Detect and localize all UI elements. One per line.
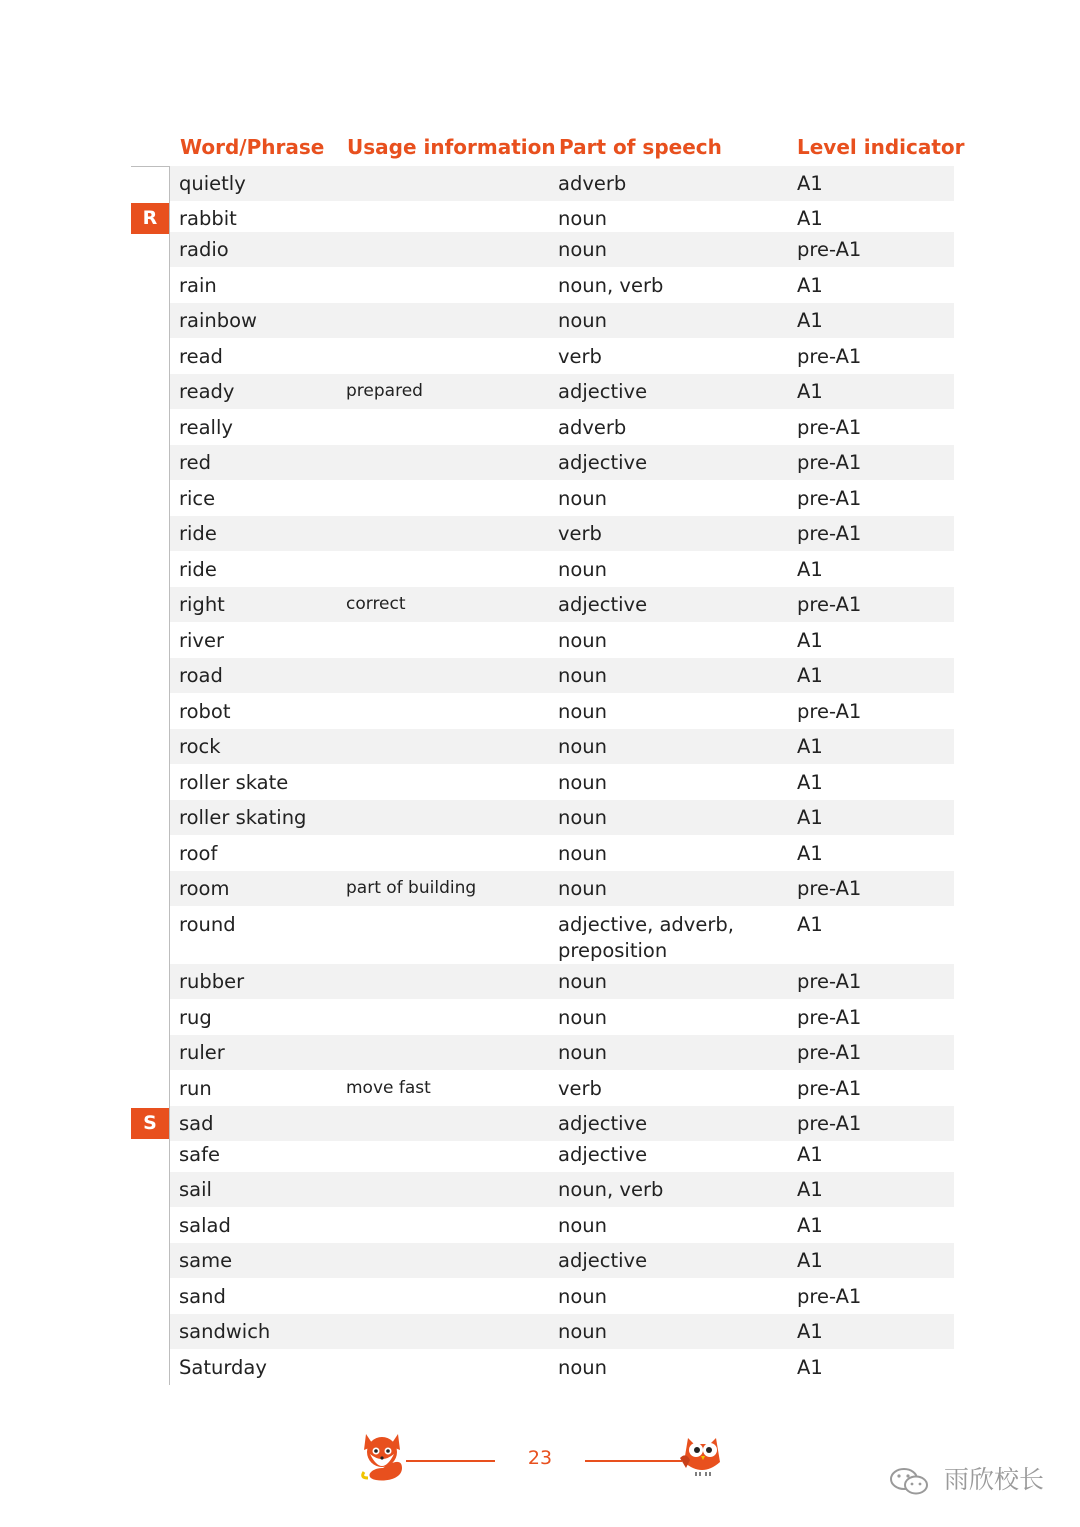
pos-cell: noun xyxy=(558,1356,608,1379)
word-cell: road xyxy=(179,664,223,687)
level-cell: pre-A1 xyxy=(797,1285,862,1308)
pos-cell: noun xyxy=(558,1320,608,1343)
word-cell: Saturday xyxy=(179,1356,267,1379)
pos-cell: noun xyxy=(558,558,608,581)
level-cell: A1 xyxy=(797,1249,823,1272)
header-word: Word/Phrase xyxy=(180,135,325,159)
pos-cell: noun xyxy=(558,1041,608,1064)
word-cell: ride xyxy=(179,522,217,545)
table-row xyxy=(170,1000,954,1035)
pos-cell: adjective, adverb, xyxy=(558,913,734,936)
word-cell: rubber xyxy=(179,970,245,993)
table-header xyxy=(131,133,965,167)
level-cell: A1 xyxy=(797,558,823,581)
table-row xyxy=(170,1035,954,1070)
level-cell: pre-A1 xyxy=(797,1112,862,1135)
level-cell: pre-A1 xyxy=(797,416,862,439)
pos-cell: verb xyxy=(558,1077,602,1100)
pos-cell: noun xyxy=(558,806,608,829)
footer-rule-right xyxy=(585,1460,682,1462)
pos-cell: adjective xyxy=(558,1143,648,1166)
table-row xyxy=(170,658,954,693)
pos-cell: noun xyxy=(558,1006,608,1029)
pos-cell: noun, verb xyxy=(558,1178,664,1201)
level-cell: A1 xyxy=(797,274,823,297)
word-cell: red xyxy=(179,451,211,474)
table-row xyxy=(170,1350,954,1385)
word-cell: round xyxy=(179,913,236,936)
pos-cell: noun xyxy=(558,1214,608,1237)
word-cell: read xyxy=(179,345,223,368)
pos-cell: noun xyxy=(558,877,608,900)
pos-cell: verb xyxy=(558,522,602,545)
level-cell: pre-A1 xyxy=(797,238,862,261)
pos-cell: noun xyxy=(558,735,608,758)
word-cell: rug xyxy=(179,1006,212,1029)
word-cell: rice xyxy=(179,487,216,510)
table-row xyxy=(170,516,954,551)
word-cell: rabbit xyxy=(179,207,237,230)
pos-cell: noun xyxy=(558,771,608,794)
level-cell: A1 xyxy=(797,806,823,829)
table-row xyxy=(170,232,954,267)
word-cell: ready xyxy=(179,380,235,403)
word-cell: safe xyxy=(179,1143,220,1166)
table-row xyxy=(170,587,954,622)
header-level: Level indicator xyxy=(797,135,965,159)
fox-mascot-icon xyxy=(358,1428,408,1482)
level-cell: A1 xyxy=(797,771,823,794)
level-cell: pre-A1 xyxy=(797,1041,862,1064)
pos-cell: noun xyxy=(558,842,608,865)
pos-cell-continued: preposition xyxy=(558,939,668,962)
table-row xyxy=(170,201,954,236)
level-cell: A1 xyxy=(797,172,823,195)
word-cell: rain xyxy=(179,274,217,297)
table-row xyxy=(170,729,954,764)
level-cell: pre-A1 xyxy=(797,700,862,723)
level-cell: A1 xyxy=(797,380,823,403)
table-row xyxy=(170,836,954,871)
pos-cell: adjective xyxy=(558,593,648,616)
table-row xyxy=(170,800,954,835)
pos-cell: adjective xyxy=(558,1249,648,1272)
section-letter-r: R xyxy=(131,203,169,234)
level-cell: A1 xyxy=(797,207,823,230)
level-cell: pre-A1 xyxy=(797,487,862,510)
word-cell: ruler xyxy=(179,1041,225,1064)
table-row xyxy=(170,481,954,516)
pos-cell: verb xyxy=(558,345,602,368)
table-row xyxy=(170,445,954,480)
watermark xyxy=(888,1460,1044,1500)
table-row xyxy=(170,1279,954,1314)
owl-mascot-icon xyxy=(676,1428,728,1478)
level-cell: A1 xyxy=(797,309,823,332)
word-cell: same xyxy=(179,1249,233,1272)
level-cell: A1 xyxy=(797,735,823,758)
level-cell: pre-A1 xyxy=(797,593,862,616)
word-cell: robot xyxy=(179,700,231,723)
table-row xyxy=(170,694,954,729)
word-cell: roller skate xyxy=(179,771,289,794)
table-row xyxy=(170,1243,954,1278)
table-row xyxy=(170,1208,954,1243)
level-cell: A1 xyxy=(797,1320,823,1343)
word-cell: roller skating xyxy=(179,806,307,829)
pos-cell: adjective xyxy=(558,1112,648,1135)
table-row xyxy=(170,166,954,201)
word-cell: room xyxy=(179,877,230,900)
word-cell: radio xyxy=(179,238,229,261)
table-row xyxy=(170,268,954,303)
pos-cell: noun xyxy=(558,309,608,332)
table-row xyxy=(170,1314,954,1349)
pos-cell: adverb xyxy=(558,416,627,439)
header-pos: Part of speech xyxy=(559,135,722,159)
table-row xyxy=(170,552,954,587)
table-row xyxy=(170,1172,954,1207)
table-row xyxy=(170,1137,954,1172)
section-letter-s: S xyxy=(131,1108,169,1139)
word-cell: rainbow xyxy=(179,309,257,332)
table-row xyxy=(170,907,954,967)
word-cell: rock xyxy=(179,735,221,758)
word-cell: river xyxy=(179,629,224,652)
pos-cell: noun xyxy=(558,629,608,652)
word-cell: right xyxy=(179,593,225,616)
footer-rule-left xyxy=(406,1460,495,1462)
table-row xyxy=(170,374,954,409)
page-number: 23 xyxy=(527,1447,553,1469)
level-cell: A1 xyxy=(797,664,823,687)
usage-cell: correct xyxy=(346,594,406,614)
usage-cell: move fast xyxy=(346,1078,431,1098)
table-row xyxy=(170,339,954,374)
word-cell: sand xyxy=(179,1285,226,1308)
level-cell: A1 xyxy=(797,1214,823,1237)
level-cell: pre-A1 xyxy=(797,970,862,993)
usage-cell: part of building xyxy=(346,878,477,898)
table-row xyxy=(170,1071,954,1106)
word-cell: run xyxy=(179,1077,212,1100)
level-cell: pre-A1 xyxy=(797,1077,862,1100)
word-cell: sandwich xyxy=(179,1320,271,1343)
pos-cell: noun xyxy=(558,970,608,993)
pos-cell: noun, verb xyxy=(558,274,664,297)
word-cell: ride xyxy=(179,558,217,581)
pos-cell: adverb xyxy=(558,172,627,195)
header-usage: Usage information xyxy=(347,135,556,159)
level-cell: pre-A1 xyxy=(797,522,862,545)
table-row xyxy=(170,765,954,800)
level-cell: A1 xyxy=(797,1356,823,1379)
level-cell: A1 xyxy=(797,842,823,865)
level-cell: pre-A1 xyxy=(797,1006,862,1029)
wechat-icon xyxy=(888,1465,932,1497)
level-cell: pre-A1 xyxy=(797,345,862,368)
pos-cell: noun xyxy=(558,700,608,723)
table-row xyxy=(170,303,954,338)
word-cell: sad xyxy=(179,1112,214,1135)
level-cell: pre-A1 xyxy=(797,451,862,474)
level-cell: pre-A1 xyxy=(797,877,862,900)
pos-cell: adjective xyxy=(558,451,648,474)
table-row xyxy=(170,1106,954,1141)
level-cell: A1 xyxy=(797,629,823,652)
level-cell: A1 xyxy=(797,913,823,936)
usage-cell: prepared xyxy=(346,381,423,401)
pos-cell: noun xyxy=(558,487,608,510)
table-row xyxy=(170,871,954,906)
pos-cell: noun xyxy=(558,664,608,687)
word-cell: sail xyxy=(179,1178,212,1201)
level-cell: A1 xyxy=(797,1143,823,1166)
table-row xyxy=(170,410,954,445)
pos-cell: adjective xyxy=(558,380,648,403)
pos-cell: noun xyxy=(558,207,608,230)
word-cell: roof xyxy=(179,842,218,865)
table-row xyxy=(170,623,954,658)
table-row xyxy=(170,964,954,999)
pos-cell: noun xyxy=(558,1285,608,1308)
word-cell: really xyxy=(179,416,233,439)
word-cell: quietly xyxy=(179,172,246,195)
pos-cell: noun xyxy=(558,238,608,261)
watermark-text: 雨欣校长 xyxy=(943,1465,1044,1494)
word-cell: salad xyxy=(179,1214,231,1237)
level-cell: A1 xyxy=(797,1178,823,1201)
